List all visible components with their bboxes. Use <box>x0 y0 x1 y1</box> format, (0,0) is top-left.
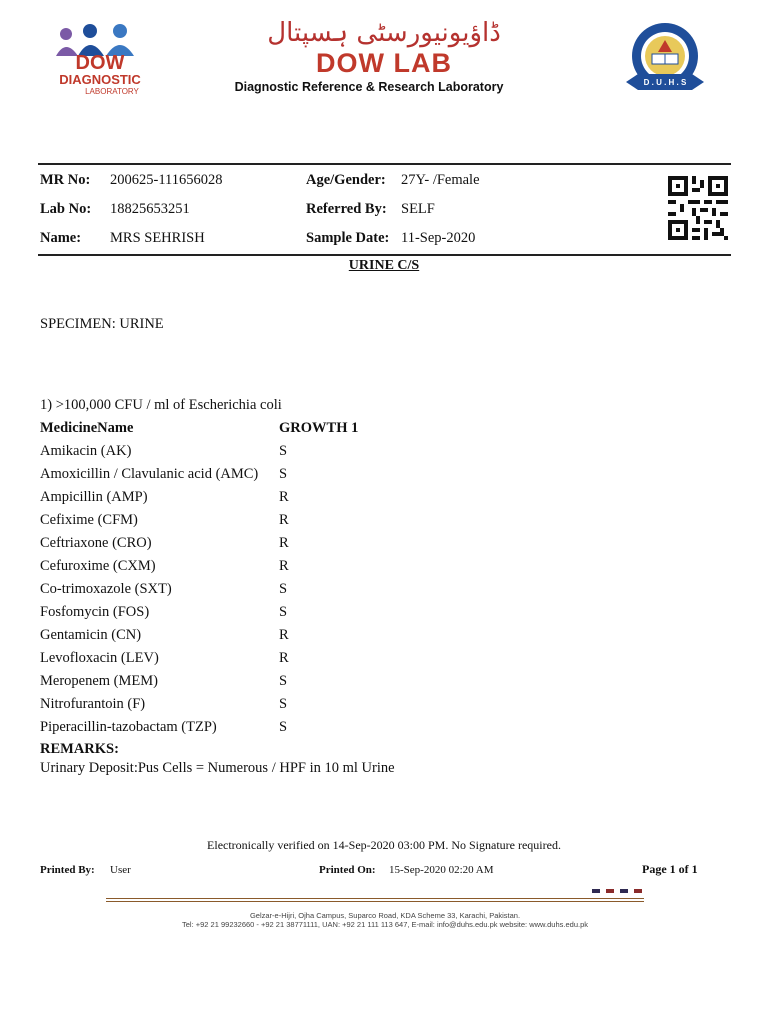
decorative-dash <box>620 889 628 893</box>
printed-by-value: User <box>110 864 131 876</box>
name-label: Name: <box>40 230 82 246</box>
brand-title: DOW LAB <box>316 48 452 78</box>
printed-by-label: Printed By: <box>40 864 95 876</box>
table-row <box>40 581 440 604</box>
mr-label: MR No: <box>40 172 91 188</box>
seal-duhs-text: D . U . H . S <box>643 78 687 87</box>
organism-line: 1) >100,000 CFU / ml of Escherichia coli <box>40 397 282 413</box>
address-line-2: Tel: +92 21 99232660 - +92 21 38771111, UAN: +92 21 111 113 647, E-mail: info@duhs.edu.pk website: www.duhs.edu.pk <box>181 920 588 929</box>
table-row <box>40 719 440 742</box>
sensitivity-result: S <box>279 719 288 735</box>
table-row <box>40 512 440 535</box>
medicine-name: Levofloxacin (LEV) <box>40 650 159 666</box>
urdu-title: ڈاؤیونیورسٹی ہسپتال <box>267 18 501 48</box>
printed-on-value: 15-Sep-2020 02:20 AM <box>389 864 494 876</box>
medicine-name: Co-trimoxazole (SXT) <box>40 581 172 597</box>
age-gender-label: Age/Gender: <box>306 172 386 188</box>
table-row <box>40 489 440 512</box>
medicine-name: Piperacillin-tazobactam (TZP) <box>40 719 217 735</box>
sensitivity-result: R <box>279 627 289 643</box>
referred-by-value: SELF <box>401 201 435 217</box>
age-gender-value: 27Y- /Female <box>401 172 480 188</box>
medicine-name: Ceftriaxone (CRO) <box>40 535 152 551</box>
footer-rule <box>106 901 644 902</box>
referred-by-label: Referred By: <box>306 201 387 217</box>
sample-date-value: 11-Sep-2020 <box>401 230 476 246</box>
qr-code-icon <box>668 176 728 240</box>
decorative-dash <box>592 889 600 893</box>
medicine-name: Cefuroxime (CXM) <box>40 558 156 574</box>
table-row <box>40 535 440 558</box>
table-row <box>40 466 440 489</box>
remarks-text: Urinary Deposit:Pus Cells = Numerous / HPF in 10 ml Urine <box>40 760 395 776</box>
table-row <box>40 696 440 719</box>
sensitivity-result: S <box>279 443 288 459</box>
report-title: URINE C/S <box>348 258 420 273</box>
brand-subtitle: Diagnostic Reference & Research Laboratory <box>234 80 504 94</box>
footer-rule <box>106 898 644 899</box>
table-row <box>40 443 440 466</box>
sample-date-label: Sample Date: <box>306 230 390 246</box>
medicine-column-header: MedicineName <box>40 420 134 436</box>
address-line-1: Gelzar-e-Hijri, Ojha Campus, Suparco Road, KDA Scheme 33, Karachi, Pakistan. <box>249 911 521 920</box>
table-row <box>40 604 440 627</box>
top-rule <box>38 163 731 165</box>
sensitivity-result: S <box>279 466 288 482</box>
logo-dow-text: DOW <box>75 52 125 74</box>
table-row <box>40 627 440 650</box>
lab-no-label: Lab No: <box>40 201 92 217</box>
page-number: Page 1 of 1 <box>642 862 698 876</box>
specimen-line: SPECIMEN: URINE <box>40 316 164 332</box>
name-value: MRS SEHRISH <box>110 230 205 246</box>
remarks-label: REMARKS: <box>40 741 119 757</box>
table-row <box>40 650 440 673</box>
medicine-name: Gentamicin (CN) <box>40 627 142 643</box>
lab-no-value: 18825653251 <box>110 201 190 217</box>
medicine-name: Ampicillin (AMP) <box>40 489 148 505</box>
medicine-name: Cefixime (CFM) <box>40 512 138 528</box>
logo-diagnostic-text: DIAGNOSTIC <box>59 72 141 87</box>
sensitivity-result: R <box>279 489 289 505</box>
duhs-seal-logo <box>618 18 712 98</box>
sensitivity-result: R <box>279 512 289 528</box>
sensitivity-result: R <box>279 558 289 574</box>
medicine-name: Meropenem (MEM) <box>40 673 158 689</box>
sensitivity-result: R <box>279 535 289 551</box>
sensitivity-result: R <box>279 650 289 666</box>
bottom-rule <box>38 254 731 256</box>
logo-laboratory-text: LABORATORY <box>85 87 139 96</box>
printed-on-label: Printed On: <box>319 864 376 876</box>
table-row <box>40 673 440 696</box>
decorative-dash <box>634 889 642 893</box>
medicine-name: Fosfomycin (FOS) <box>40 604 150 620</box>
medicine-name: Amoxicillin / Clavulanic acid (AMC) <box>40 466 259 482</box>
sensitivity-result: S <box>279 581 288 597</box>
medicine-name: Amikacin (AK) <box>40 443 132 459</box>
decorative-dash <box>606 889 614 893</box>
table-row <box>40 558 440 581</box>
sensitivity-result: S <box>279 673 288 689</box>
sensitivity-result: S <box>279 604 288 620</box>
verification-note: Electronically verified on 14-Sep-2020 03:00 PM. No Signature required. <box>207 838 561 852</box>
growth-column-header: GROWTH 1 <box>279 420 359 436</box>
medicine-name: Nitrofurantoin (F) <box>40 696 146 712</box>
mr-value: 200625-111656028 <box>110 172 223 188</box>
sensitivity-result: S <box>279 696 288 712</box>
